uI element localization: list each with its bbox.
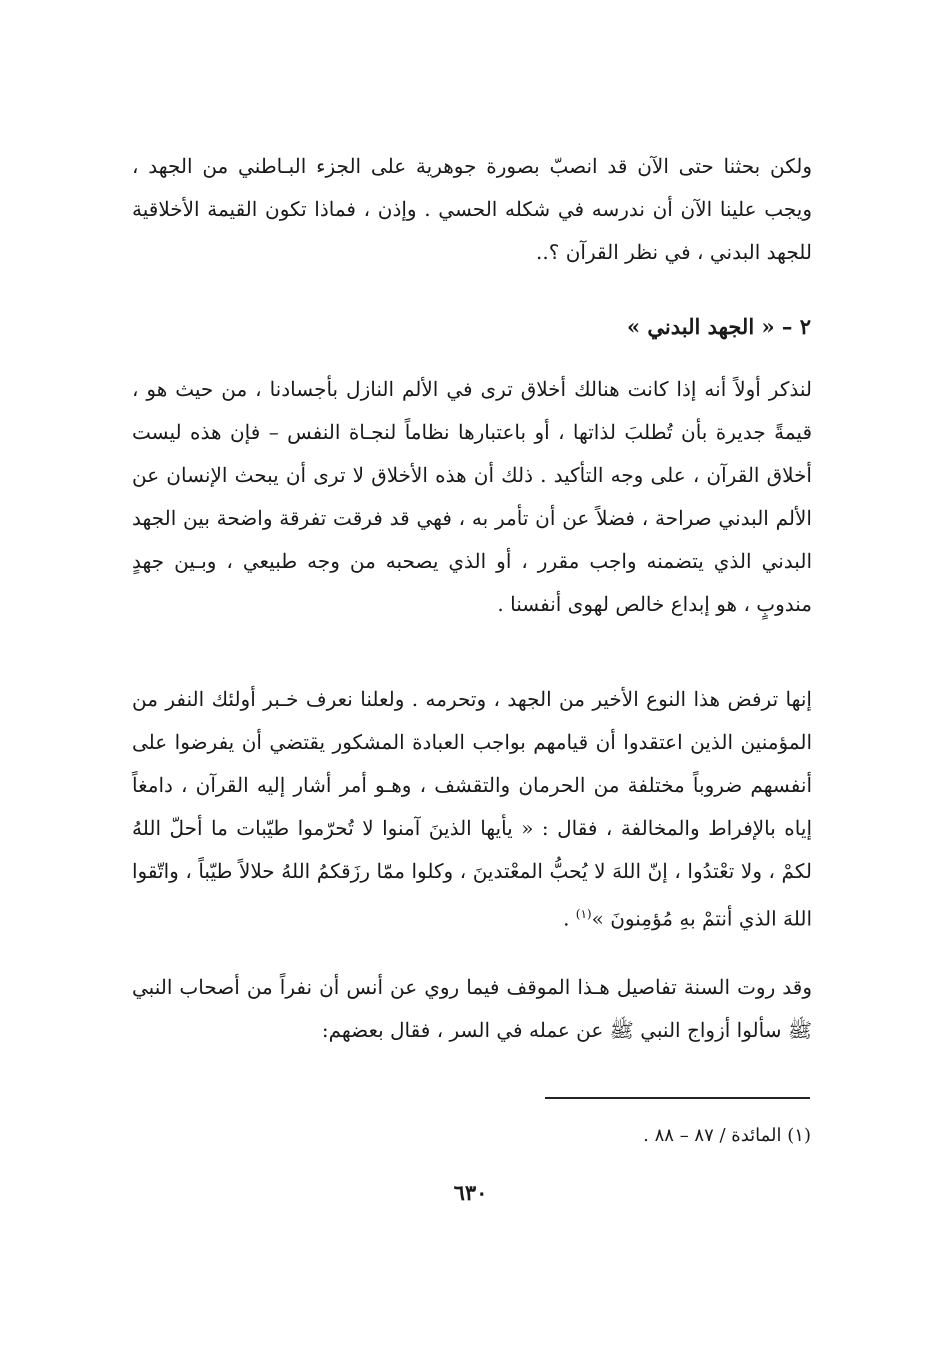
paragraph-physical-effort: لنذكر أولاً أنه إذا كانت هنالك أخلاق ترى في الألم النازل بأجسادنا ، من حيث هو ، قيمةً جديرة بأن تُطلبَ لذاتها ، أو باعتبارها نظاماً لنجـاة النفس – فإن هذه ليست أخلاق القرآن ، على وجه التأكيد . ذلك أن هذه الأخلاق لا ترى أن يبحث الإنسان عن الألم البدني صراحة ، فضلاً عن أن تأمر به ، فهي قد فرقت تفرقة واضحة بين الجهد البدني الذي يتضمنه واجب مقرر ، أو الذي يصحبه من وجه طبيعي ، وبـين جهدٍ مندوبٍ ، هو إبداع خالص لهوى أنفسنا . xyxy=(132,377,812,616)
footnote: (١) المائدة / ٨٧ – ٨٨ . xyxy=(643,1125,811,1146)
paragraph-intro: ولكن بحثنا حتى الآن قد انصبّ بصورة جوهرية على الجزء البـاطني من الجهد ، ويجب علينا الآن أن ندرسه في شكله الحسي . وإذن ، فماذا تكون القيمة الأخلاقية للجهد البدني ، في نظر القرآن ؟.. xyxy=(132,154,812,264)
paragraph-quran-verse-text: إنها ترفض هذا النوع الأخير من الجهد ، وتحرمه . ولعلنا نعرف خـبر أولئك النفر من المؤمنين الذين اعتقدوا أن قيامهم بواجب العبادة المشكور يقتضي أن يفرضوا على أنفسهم ضروباً مختلفة من الحرمان والتقشف ، وهـو أمر أشار إليه القرآن ، دامغاً إياه بالإفراط والمخالفة ، فقال : « يأيها الذينَ آمنوا لا تُحرّموا طيّبات ما أحلّ اللهُ لكمْ ، ولا تعْتدُوا ، إنّ اللهَ لا يُحبُّ المعْتدينَ ، وكلوا ممّا رزَقكمُ اللهُ حلالاً طيّباً ، واتّقوا اللهَ الذي أنتمْ بهِ مُؤمِنونَ » xyxy=(132,687,812,931)
paragraph-quran-verse xyxy=(132,678,812,941)
paragraph-end-mark: . xyxy=(563,906,576,931)
section-heading: ٢ – « الجهد البدني » xyxy=(626,314,811,339)
footnote-marker: (١) xyxy=(575,907,592,921)
page-number: ٦٣٠ xyxy=(453,1180,488,1205)
footnote-divider xyxy=(545,1097,810,1099)
paragraph-sunnah: وقد روت السنة تفاصيل هـذا الموقف فيما روي عن أنس أن نفراً من أصحاب النبي ﷺ سألوا أزواج النبي ﷺ عن عمله في السر ، فقال بعضهم: xyxy=(132,975,813,1042)
